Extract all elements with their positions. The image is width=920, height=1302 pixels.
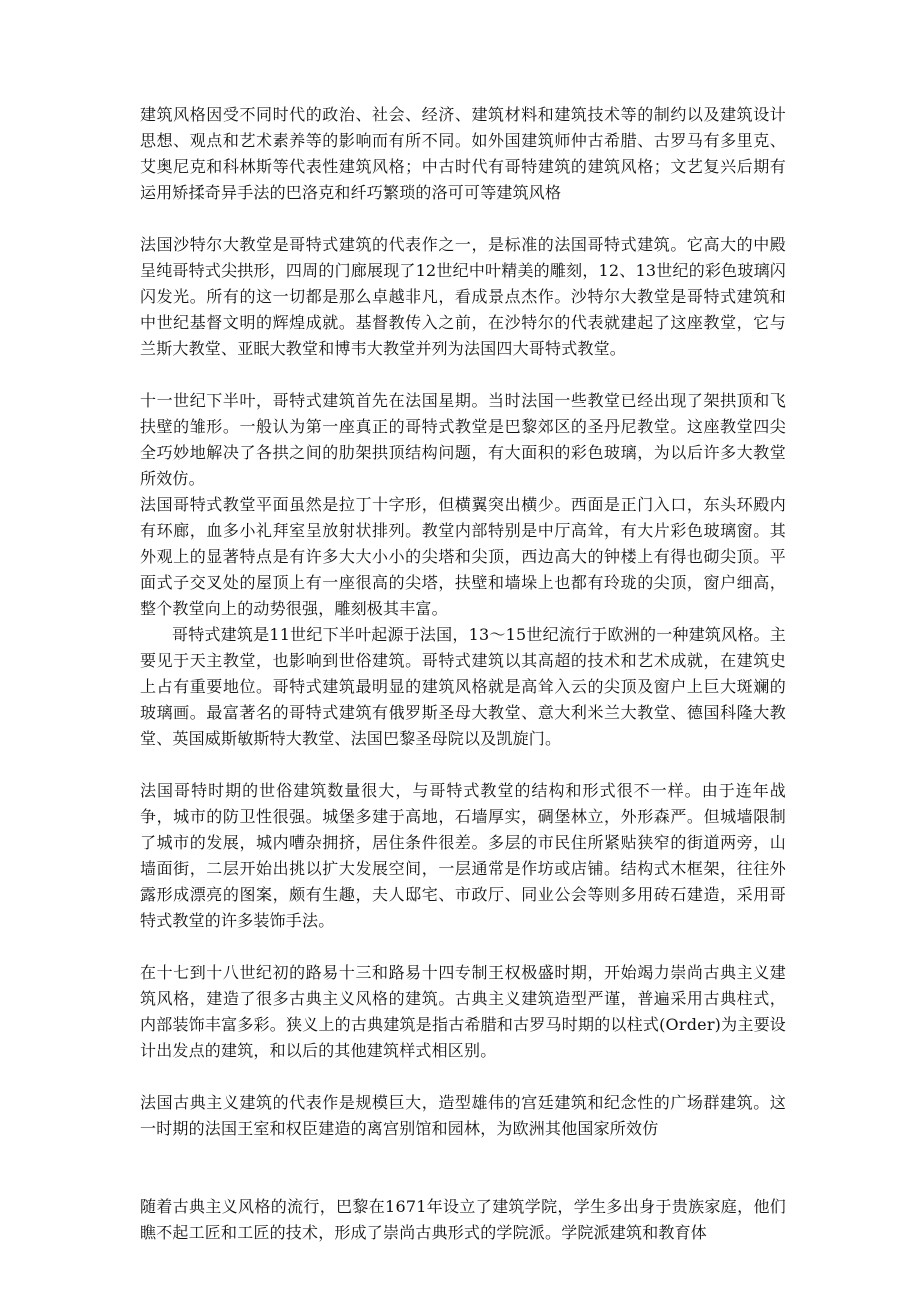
paragraph-chartres-cathedral: 法国沙特尔大教堂是哥特式建筑的代表作之一，是标准的法国哥特式建筑。它高大的中殿呈纯哥特式尖拱形，四周的门廊展现了12世纪中叶精美的雕刻，12、13世纪的彩色玻璃闪闪发光。所有的这一切都是那么卓越非凡，看成景点杰作。沙特尔大教堂是哥特式建筑和中世纪基督文明的辉煌成就。基督教传入之前，在沙特尔的代表就建起了这座教堂，它与兰斯大教堂、亚眠大教堂和博韦大教堂并列为法国四大哥特式教堂。 xyxy=(140,235,786,358)
paragraph-classicism-representatives: 法国古典主义建筑的代表作是规模巨大，造型雄伟的宫廷建筑和纪念性的广场群建筑。这一时期的法国王室和权臣建造的离宫别馆和园林，为欧洲其他国家所效仿 xyxy=(140,1093,786,1138)
paragraph-gothic-definition: 哥特式建筑是11世纪下半叶起源于法国，13～15世纪流行于欧洲的一种建筑风格。主要见于天主教堂，也影响到世俗建筑。哥特式建筑以其高超的技术和艺术成就，在建筑史上占有重要地位。哥特式建筑最明显的建筑风格就是高耸入云的尖顶及窗户上巨大斑斓的玻璃画。最富著名的哥特式建筑有俄罗斯圣母大教堂、意大利米兰大教堂、德国科隆大教堂、英国威斯敏斯特大教堂、法国巴黎圣母院以及凯旋门。 xyxy=(140,625,786,748)
paragraph-academy: 随着古典主义风格的流行，巴黎在1671年设立了建筑学院，学生多出身于贵族家庭，他们瞧不起工匠和工匠的技术，形成了崇尚古典形式的学院派。学院派建筑和教育体 xyxy=(140,1197,786,1242)
paragraph-classicism: 在十七到十八世纪初的路易十三和路易十四专制王权极盛时期，开始竭力崇尚古典主义建筑风格，建造了很多古典主义风格的建筑。古典主义建筑造型严谨，普遍采用古典柱式，内部装饰丰富多彩。狭义上的古典建筑是指古希腊和古罗马时期的以柱式(Order)为主要设计出发点的建筑，和以后的其他建筑样式相区别。 xyxy=(140,963,786,1060)
paragraph-gothic-origin: 十一世纪下半叶，哥特式建筑首先在法国星期。当时法国一些教堂已经出现了架拱顶和飞扶壁的雏形。一般认为第一座真正的哥特式教堂是巴黎郊区的圣丹尼教堂。这座教堂四尖全巧妙地解决了各拱之间的肋架拱顶结构问题，有大面积的彩色玻璃，为以后许多大教堂所效仿。 xyxy=(140,391,786,488)
paragraph-gothic-plan: 法国哥特式教堂平面虽然是拉丁十字形，但横翼突出横少。西面是正门入口，东头环殿内有环廊，血多小礼拜室呈放射状排列。教堂内部特别是中厅高耸，有大片彩色玻璃窗。其外观上的显著特点是有许多大大小小的尖塔和尖顶，西边高大的钟楼上有得也砌尖顶。平面式子交叉处的屋顶上有一座很高的尖塔，扶壁和墙垛上也都有玲珑的尖顶，窗户细高，整个教堂向上的动势很强，雕刻极其丰富。 xyxy=(140,495,786,618)
paragraph-secular-buildings: 法国哥特时期的世俗建筑数量很大，与哥特式教堂的结构和形式很不一样。由于连年战争，城市的防卫性很强。城堡多建于高地，石墙厚实，碉堡林立，外形森严。但城墙限制了城市的发展，城内嘈杂拥挤，居住条件很差。多层的市民住所紧贴狭窄的街道两旁，山墙面街，二层开始出挑以扩大发展空间，一层通常是作坊或店铺。结构式木框架，往往外露形成漂亮的图案，颇有生趣，夫人邸宅、市政厅、同业公会等则多用砖石建造，采用哥特式教堂的许多装饰手法。 xyxy=(140,781,786,930)
document-page xyxy=(140,102,786,1246)
paragraph-architecture-style: 建筑风格因受不同时代的政治、社会、经济、建筑材料和建筑技术等的制约以及建筑设计思想、观点和艺术素养等的影响而有所不同。如外国建筑师仲古希腊、古罗马有多里克、艾奥尼克和科林斯等代表性建筑风格；中古时代有哥特建筑的建筑风格；文艺复兴后期有运用矫揉奇异手法的巴洛克和纤巧繁琐的洛可可等建筑风格 xyxy=(140,105,786,202)
